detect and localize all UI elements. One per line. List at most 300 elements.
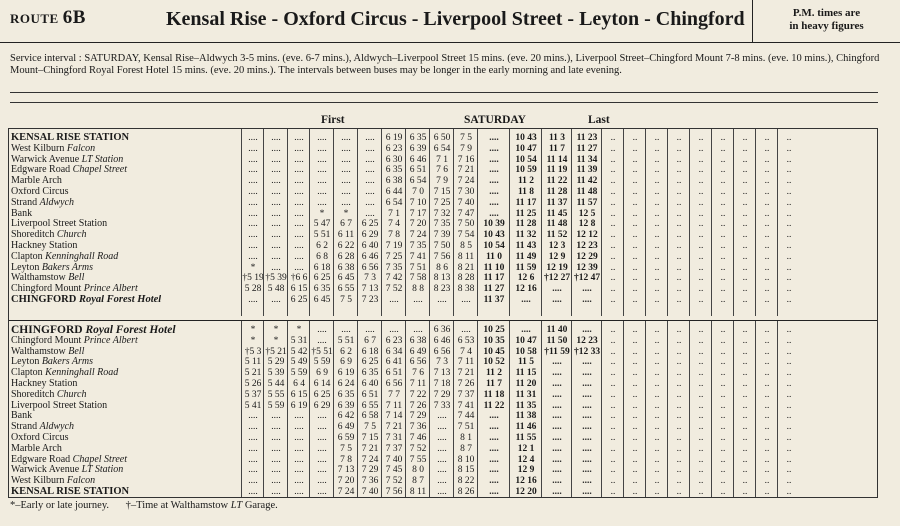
time-cell: 11 14 [546,154,568,165]
time-cell: 7 24 [337,487,355,497]
time-cell: .. [610,443,616,454]
time-cell: .. [676,187,682,197]
time-cell: .. [720,443,726,454]
time-cell: .. [742,335,748,346]
time-cell: .... [271,241,281,251]
time-cell: .. [676,154,682,165]
time-cell: .. [786,487,792,497]
time-cell: .. [786,187,792,197]
time-cell: 5 59 [313,357,331,368]
time-cell: .. [676,208,682,219]
time-cell: 12 20 [515,487,537,497]
time-column [453,321,478,497]
time-cell: .. [720,379,726,389]
time-cell: .. [698,241,704,251]
time-cell: 6 7 [364,335,376,346]
time-cell: .... [271,219,281,230]
time-cell: .. [676,379,682,389]
time-cell: .... [317,133,327,143]
time-cell: 5 29 [267,357,285,368]
time-cell: .... [489,197,499,208]
time-cell: .... [365,143,375,154]
time-cell: 11 39 [576,165,598,176]
time-cell: 12 6 [517,273,535,284]
time-column [477,129,510,316]
time-cell: .. [786,219,792,230]
time-cell: .... [582,443,592,454]
time-cell: .... [389,325,399,335]
time-cell: .. [720,335,726,346]
time-cell: .... [552,465,562,476]
time-cell: 6 54 [385,197,403,208]
time-cell: .. [720,187,726,197]
time-cell: .... [248,176,258,187]
stop-name [11,422,239,433]
time-cell: * [296,325,302,335]
time-cell: 8 23 [433,284,451,295]
time-cell: .... [294,219,304,230]
time-cell: 8 22 [457,476,475,487]
time-cell: 7 13 [337,465,355,476]
time-cell: .... [248,487,258,497]
time-column [689,321,712,497]
time-cell: 11 17 [515,197,537,208]
time-cell: .... [317,197,327,208]
time-cell: .... [271,465,281,476]
stop-name [11,295,239,306]
time-cell: .. [654,251,660,262]
time-column [509,129,542,316]
time-cell: .... [489,165,499,176]
time-cell: 6 36 [433,325,451,335]
time-cell: .. [786,273,792,284]
time-cell: 12 4 [517,454,535,465]
time-cell: .. [742,251,748,262]
time-column [733,129,756,316]
time-cell: 11 7 [485,379,503,389]
time-cell: 6 50 [433,133,451,143]
time-cell: .. [698,379,704,389]
stop-name-italic: Aldwych [39,197,75,208]
time-cell: 5 55 [267,389,285,400]
time-cell: 11 37 [483,295,505,305]
time-cell: .. [786,433,792,443]
first-header: First [321,114,345,126]
time-cell: .. [764,295,770,305]
stop-name-text: West Kilburn [11,143,67,154]
time-cell: .. [764,176,770,187]
time-cell: 6 56 [409,357,427,368]
time-cell: .. [720,219,726,230]
stop-name [11,219,239,230]
time-cell: .... [248,165,258,176]
time-cell: 6 38 [337,262,355,273]
time-cell: 8 13 [433,273,451,284]
time-cell: .... [582,487,592,497]
time-cell: 6 39 [409,143,427,154]
time-column [333,321,358,497]
time-cell: 5 59 [267,400,285,411]
time-cell: 6 34 [385,346,403,357]
time-column [601,129,624,316]
time-cell: .. [698,154,704,165]
time-column [601,321,624,497]
time-cell: .... [437,295,447,305]
time-cell: 7 11 [409,379,427,389]
time-cell: .. [654,219,660,230]
stop-name [11,273,239,284]
time-cell: 7 24 [361,454,379,465]
time-cell: †12 27 [543,273,571,284]
time-cell: 11 15 [515,368,537,379]
time-cell: .. [742,208,748,219]
stop-name-italic: Prince Albert [83,335,138,346]
time-cell: 12 8 [578,219,596,230]
time-cell: 5 41 [244,400,262,411]
time-cell: .. [742,454,748,465]
time-cell: .. [786,251,792,262]
time-cell: .... [271,187,281,197]
pm-note-line-1: P.M. times are [792,7,861,19]
time-cell: 7 40 [385,454,403,465]
timetable-header-bar [0,0,900,43]
time-column [309,321,334,497]
time-cell: 7 29 [361,465,379,476]
time-cell: .. [610,465,616,476]
time-cell: .. [764,368,770,379]
time-cell: .. [632,476,638,487]
stop-name-text: West Kilburn [11,476,67,487]
time-cell: .... [317,187,327,197]
time-cell: 10 47 [515,335,537,346]
stop-name-text: Bank [11,208,33,219]
stop-name-text: Warwick Avenue [11,154,82,165]
time-cell: 11 46 [515,422,537,433]
time-cell: 6 7 [340,219,352,230]
time-cell: .. [676,165,682,176]
time-cell: .. [764,187,770,197]
time-cell: .. [786,176,792,187]
time-cell: .... [582,295,592,305]
time-cell: 6 42 [337,411,355,422]
stop-name-text: Leyton [11,357,42,368]
time-cell: .... [437,476,447,487]
time-cell: * [343,208,349,219]
time-cell: .... [365,187,375,197]
time-cell: .. [654,325,660,335]
time-cell: .. [610,230,616,241]
time-cell: .. [610,284,616,295]
time-cell: 7 41 [409,251,427,262]
time-cell: .. [698,335,704,346]
time-cell: .. [610,368,616,379]
time-column [711,129,734,316]
time-cell: .. [764,273,770,284]
time-cell: .. [632,325,638,335]
time-cell: .. [632,346,638,357]
time-cell: .. [742,411,748,422]
time-cell: 7 24 [457,176,475,187]
time-cell: 12 39 [576,262,598,273]
stop-name-text: Chingford Mount [11,335,84,346]
time-cell: .... [461,295,471,305]
time-cell: .... [294,465,304,476]
time-cell: .. [764,165,770,176]
footnote-early-late: *–Early or late journey. [10,500,110,511]
time-cell: .. [698,219,704,230]
time-cell: .. [698,487,704,497]
time-cell: .. [742,197,748,208]
time-cell: .... [248,251,258,262]
time-cell: .. [720,262,726,273]
stop-name-text: CHINGFORD [11,325,86,336]
time-cell: .... [294,165,304,176]
time-cell: .. [654,454,660,465]
time-cell: .. [676,422,682,433]
time-cell: .. [698,262,704,273]
time-cell: 7 5 [364,422,376,433]
time-cell: 10 52 [483,357,505,368]
time-cell: .. [632,208,638,219]
time-cell: .... [271,454,281,465]
time-cell: 8 10 [457,454,475,465]
time-cell: 11 22 [483,400,505,411]
time-cell: .... [294,262,304,273]
time-cell: †11 59 [544,346,570,357]
time-cell: 6 25 [361,219,379,230]
time-cell: 5 47 [313,219,331,230]
stop-name-italic: Prince Albert [83,284,138,295]
route-title: Kensal Rise - Oxford Circus - Liverpool Street - Leyton - Chingford [166,8,745,30]
stop-name-text: Leyton [11,262,42,273]
time-cell: .... [294,454,304,465]
time-cell: .... [552,400,562,411]
time-cell: .... [294,176,304,187]
time-cell: .. [676,443,682,454]
time-cell: .. [742,295,748,305]
time-cell: 11 17 [483,273,505,284]
time-cell: .... [437,454,447,465]
stop-name [11,368,239,379]
time-cell: 10 45 [483,346,505,357]
time-cell: 8 11 [409,487,427,497]
time-cell: .. [610,273,616,284]
time-cell: .... [489,476,499,487]
time-cell: .. [720,197,726,208]
time-cell: 10 58 [515,346,537,357]
time-cell: .. [676,273,682,284]
time-cell: .. [786,346,792,357]
time-cell: .. [654,295,660,305]
time-cell: .. [720,176,726,187]
time-cell: .... [248,433,258,443]
time-cell: .... [271,295,281,305]
time-cell: .... [248,143,258,154]
stop-name-italic: Royal Forest Hotel [85,325,176,336]
time-cell: .. [764,379,770,389]
time-cell: .. [676,465,682,476]
time-cell: .... [489,208,499,219]
time-cell: .. [632,454,638,465]
time-cell: .. [786,389,792,400]
time-cell: .... [437,422,447,433]
time-cell: .. [742,400,748,411]
time-cell: .. [786,465,792,476]
time-cell: .. [764,357,770,368]
time-cell: .. [764,433,770,443]
time-cell: .. [764,241,770,251]
time-cell: 7 35 [385,262,403,273]
time-cell: .... [552,389,562,400]
time-cell: 11 50 [546,335,568,346]
time-column [733,321,756,497]
time-column [405,129,430,316]
time-cell: 11 40 [546,325,568,335]
time-cell: 7 3 [364,273,376,284]
time-cell: .. [632,197,638,208]
time-cell: .. [610,454,616,465]
time-cell: .. [742,346,748,357]
time-cell: * [319,208,325,219]
stop-name [11,198,239,209]
pm-note-line-2: in heavy figures [789,20,864,32]
time-cell: .... [271,262,281,273]
time-cell: .. [676,346,682,357]
time-cell: 7 4 [460,346,472,357]
time-cell: .... [582,389,592,400]
time-cell: .... [248,241,258,251]
time-cell: 11 32 [515,230,537,241]
time-cell: .. [632,273,638,284]
time-cell: .... [582,368,592,379]
time-cell: .... [294,487,304,497]
time-cell: 6 4 [293,379,305,389]
time-column [777,129,800,316]
time-cell: 7 8 [340,454,352,465]
time-cell: 7 29 [433,389,451,400]
time-cell: .. [654,379,660,389]
time-cell: .... [317,476,327,487]
time-cell: .. [676,389,682,400]
divider [10,102,878,103]
time-cell: .. [610,346,616,357]
time-column [429,129,454,316]
time-cell: †6 6 [290,273,308,284]
time-cell: 6 30 [385,154,403,165]
time-cell: 7 15 [361,433,379,443]
time-cell: 11 2 [485,368,503,379]
time-cell: †12 47 [573,273,601,284]
time-cell: 7 16 [457,154,475,165]
time-cell: .... [552,284,562,295]
time-cell: .. [720,368,726,379]
time-column [263,129,288,316]
time-cell: .. [698,433,704,443]
time-cell: 7 41 [457,400,475,411]
last-header: Last [588,114,610,126]
time-cell: 6 23 [385,143,403,154]
time-cell: .. [764,389,770,400]
time-cell: .. [698,389,704,400]
time-cell: 7 8 [388,230,400,241]
time-cell: .... [489,143,499,154]
time-cell: .. [742,487,748,497]
time-cell: .... [341,154,351,165]
time-cell: .... [582,357,592,368]
time-cell: 6 54 [433,143,451,154]
time-cell: 7 5 [460,133,472,143]
time-cell: .. [698,422,704,433]
time-cell: .... [341,143,351,154]
time-cell: 6 41 [385,357,403,368]
time-cell: 11 2 [517,176,535,187]
time-cell: 8 38 [457,284,475,295]
time-cell: .. [720,465,726,476]
time-cell: .... [461,325,471,335]
time-cell: .... [317,433,327,443]
time-cell: 8 11 [457,251,475,262]
time-cell: .. [720,273,726,284]
time-cell: .. [654,262,660,273]
time-cell: 5 28 [244,284,262,295]
time-cell: 6 55 [361,400,379,411]
time-cell: 6 58 [361,411,379,422]
time-cell: 7 42 [385,273,403,284]
time-cell: 6 46 [361,251,379,262]
time-cell: 12 23 [576,241,598,251]
time-cell: 10 47 [515,143,537,154]
time-cell: .. [632,335,638,346]
time-cell: 6 25 [290,295,308,305]
stop-name [11,357,239,368]
time-column [623,321,646,497]
time-cell: .. [764,284,770,295]
time-cell: .. [720,400,726,411]
time-cell: .... [552,433,562,443]
time-cell: .. [654,422,660,433]
time-cell: .. [698,295,704,305]
time-cell: .... [271,230,281,241]
time-cell: .... [552,368,562,379]
time-column [689,129,712,316]
time-cell: 6 51 [361,389,379,400]
time-cell: .. [720,251,726,262]
stop-name [11,379,239,390]
stop-name-text: Shoreditch [11,389,57,400]
time-cell: 7 13 [433,368,451,379]
time-cell: .. [698,411,704,422]
time-column [357,321,382,497]
divider [10,92,878,93]
time-cell: 11 48 [546,219,568,230]
time-cell: 10 43 [483,230,505,241]
time-cell: .... [365,197,375,208]
time-cell: 11 35 [515,400,537,411]
time-cell: .... [317,454,327,465]
time-cell: .. [742,230,748,241]
time-cell: .. [610,176,616,187]
time-cell: .. [654,273,660,284]
time-cell: 7 6 [436,165,448,176]
time-cell: .. [610,133,616,143]
time-cell: 7 23 [361,295,379,305]
time-cell: .. [786,325,792,335]
time-cell: 11 10 [483,262,505,273]
time-cell: .. [764,422,770,433]
time-cell: .... [248,411,258,422]
stop-name-text: Clapton [11,251,46,262]
time-cell: .. [764,197,770,208]
